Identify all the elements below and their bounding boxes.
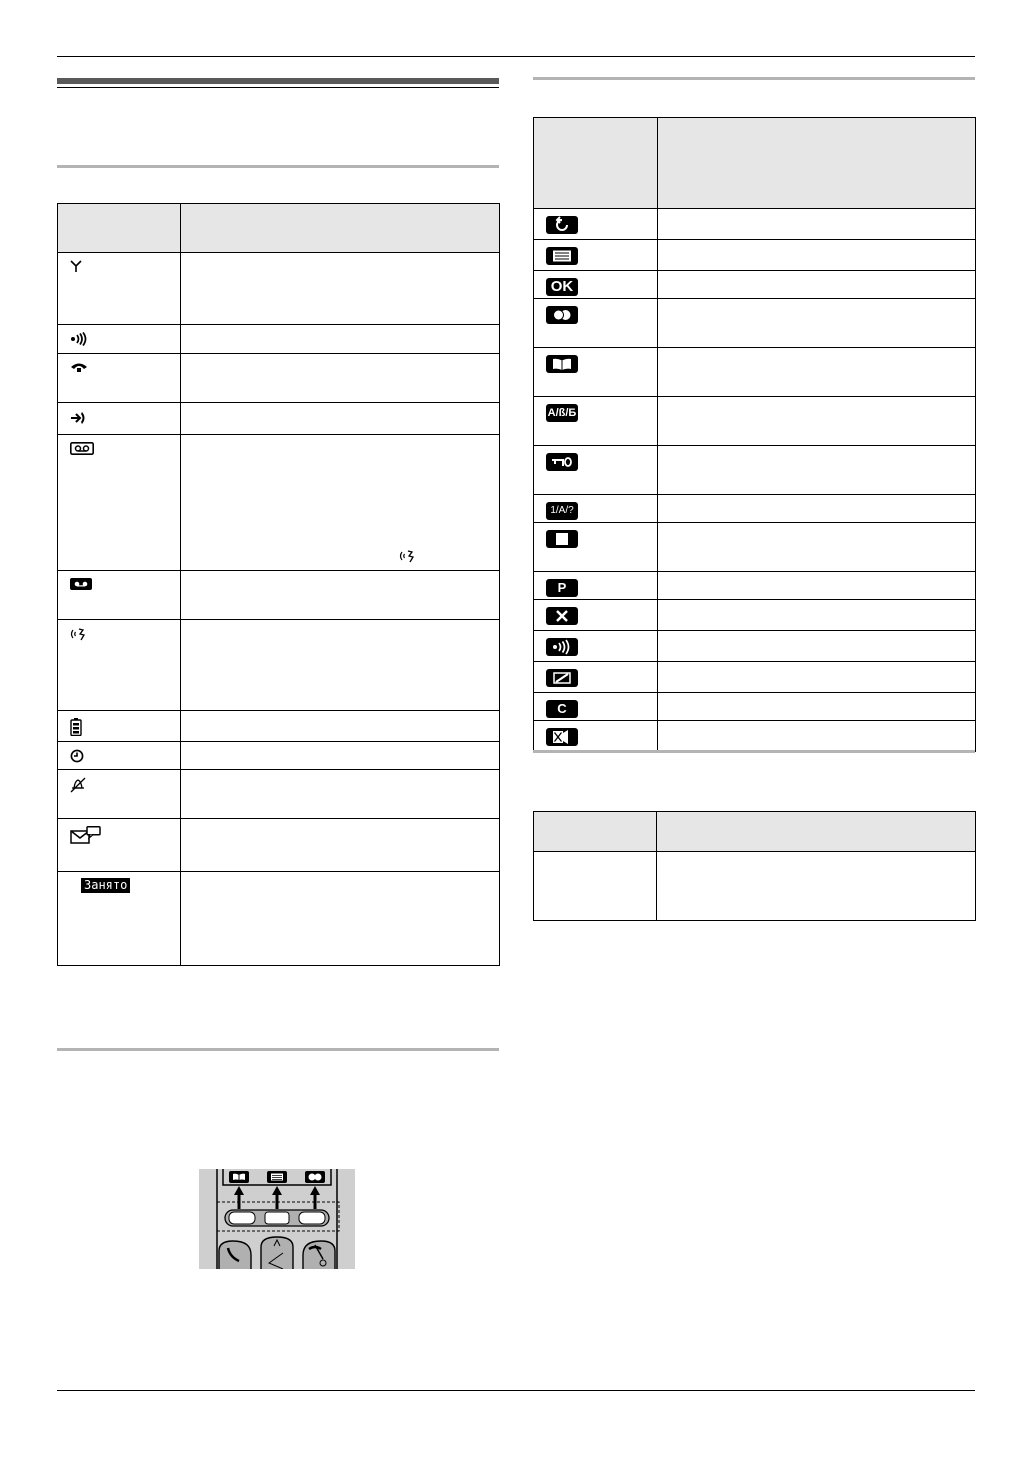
- small-table: [533, 811, 976, 921]
- delete-key-icon: [546, 607, 578, 625]
- section-heading-underline: [57, 87, 499, 88]
- table-row: [58, 253, 500, 325]
- table-row: [58, 872, 500, 966]
- antenna-icon: [70, 260, 82, 272]
- ok-key-icon: OK: [546, 278, 578, 296]
- signal-loud-icon: [70, 332, 88, 346]
- table-header-row: [534, 812, 976, 852]
- table-row: [534, 852, 976, 921]
- speaker-key-icon: [546, 638, 578, 656]
- character-mode-key-icon: A/ß/Б: [546, 404, 578, 422]
- table-row: [534, 240, 976, 271]
- subsection-rule: [533, 750, 975, 753]
- table-row: [58, 354, 500, 403]
- table-row: [534, 397, 976, 446]
- table-row: [534, 446, 976, 495]
- table-row: [58, 711, 500, 742]
- menu-key-icon: [267, 1171, 287, 1183]
- table-row: [534, 495, 976, 523]
- table-row: [534, 631, 976, 662]
- table-row: [58, 325, 500, 354]
- table-row: [58, 742, 500, 770]
- section-heading-bar: [57, 78, 499, 84]
- table-row: [534, 721, 976, 752]
- battery-icon: [70, 718, 82, 736]
- phonebook-key-icon: [229, 1171, 249, 1183]
- edit-key-icon: [546, 669, 578, 687]
- table-row: [534, 299, 976, 348]
- table-row: [534, 662, 976, 693]
- clock-icon: [70, 749, 84, 763]
- call-forward-icon: [70, 410, 88, 426]
- table-header-row: [534, 118, 976, 209]
- key-icons-table: [533, 117, 976, 752]
- table-header-row: [58, 204, 500, 253]
- handset-off-hook-icon: [70, 361, 88, 373]
- table-row: [58, 403, 500, 435]
- intercom-key-icon: [305, 1171, 325, 1183]
- phonebook-key-icon: [546, 355, 578, 373]
- subsection-rule: [533, 77, 975, 80]
- key-lock-icon: [546, 453, 578, 471]
- redial-key-icon: [546, 216, 578, 234]
- table-row: [534, 572, 976, 600]
- table-row: [534, 600, 976, 631]
- intercom-key-icon: [546, 306, 578, 324]
- answering-machine-solid-icon: [70, 578, 92, 590]
- new-message-icon: [70, 826, 102, 844]
- mute-key-icon: [546, 728, 578, 746]
- busy-label: Занято: [81, 878, 130, 893]
- table-row: [534, 523, 976, 572]
- table-row: [58, 770, 500, 819]
- page-top-rule: [57, 56, 975, 57]
- display-icons-table: [57, 203, 500, 966]
- answering-machine-icon: [70, 442, 94, 455]
- table-row: [58, 571, 500, 620]
- page-bottom-rule: [57, 1390, 975, 1391]
- handset-soft-keys-illustration: [199, 1169, 355, 1269]
- table-row: [58, 620, 500, 711]
- table-row: [534, 209, 976, 240]
- table-row: [534, 271, 976, 299]
- table-row: [534, 693, 976, 721]
- table-row: [58, 819, 500, 872]
- ringer-icon: [70, 627, 86, 641]
- clear-key-icon: C: [546, 700, 578, 718]
- pause-key-icon: P: [546, 579, 578, 597]
- input-mode-key-icon: 1/A/?: [546, 502, 578, 520]
- table-row: [534, 348, 976, 397]
- ringer-icon: [399, 549, 415, 563]
- table-row: [58, 435, 500, 571]
- ringer-off-icon: [70, 777, 86, 793]
- subsection-rule: [57, 1048, 499, 1051]
- menu-key-icon: [546, 247, 578, 265]
- subsection-rule: [57, 165, 499, 168]
- stop-key-icon: [546, 530, 578, 548]
